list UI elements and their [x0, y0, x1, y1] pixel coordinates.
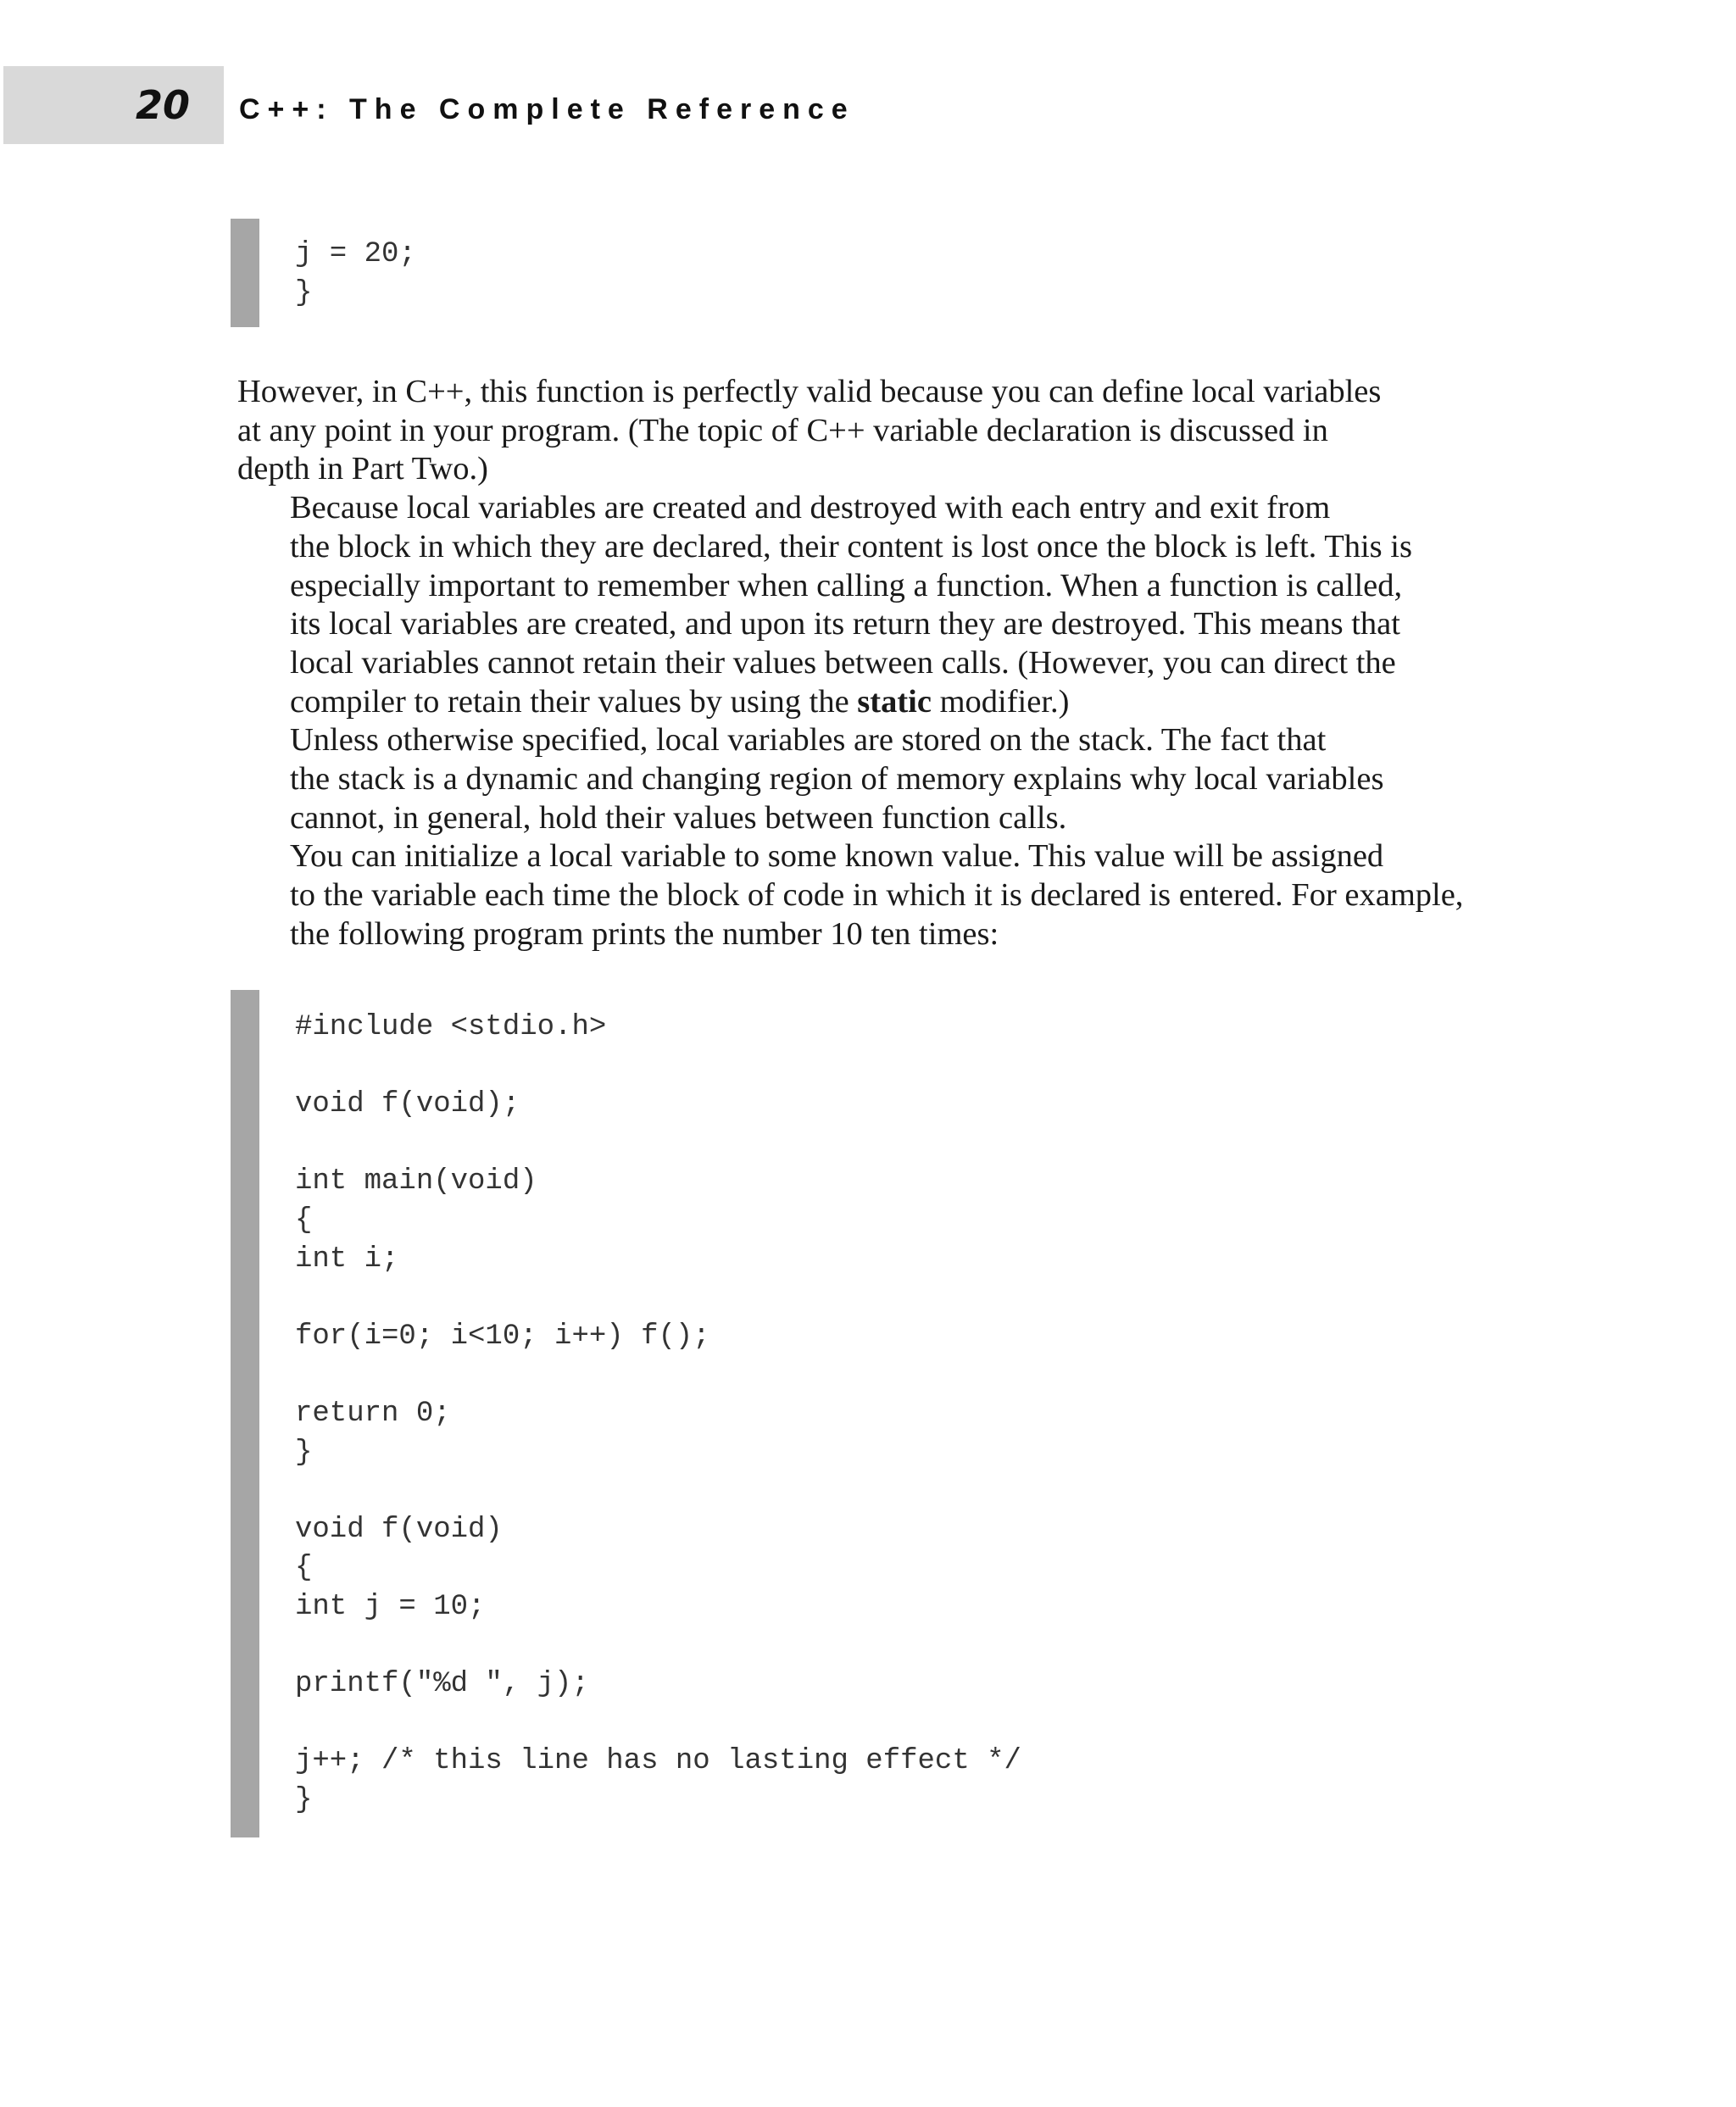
code-line [295, 1356, 1021, 1395]
code-line [295, 1279, 1021, 1318]
text-line: the block in which they are declared, their content is lost once the block is left. This is [290, 528, 1412, 564]
text-line: Unless otherwise specified, local variables are stored on the stack. The fact that [290, 722, 1327, 759]
header-tab [3, 66, 224, 144]
code-line: int j = 10; [295, 1590, 486, 1623]
body-text [237, 373, 1492, 954]
text-line: especially important to remember when calling a function. When a function is called, [290, 567, 1403, 603]
code-line: { [295, 1552, 313, 1585]
code-line: void f(void) [295, 1513, 503, 1546]
code-line: } [295, 1783, 313, 1816]
text-line: You can initialize a local variable to some known value. This value will be assigned [290, 838, 1384, 875]
code-line: { [295, 1204, 313, 1237]
paragraph-3 [237, 721, 1492, 837]
code-line: printf("%d ", j); [295, 1668, 589, 1701]
code-line: j = 20; [295, 238, 416, 270]
text-fragment: modifier.) [931, 683, 1070, 720]
text-line: to the variable each time the block of code in which it is declared is entered. For example, [290, 877, 1464, 914]
code-line: } [295, 1436, 313, 1469]
paragraph-1 [237, 373, 1492, 489]
paragraph-4 [237, 837, 1492, 953]
code-line: j++; /* this line has no lasting effect */ [295, 1745, 1021, 1778]
code-line: #include <stdio.h> [295, 1011, 607, 1043]
text-line: Because local variables are created and destroyed with each entry and exit from [290, 490, 1331, 526]
text-line: its local variables are created, and upon its return they are destroyed. This means that [290, 606, 1400, 642]
code-line [295, 1472, 1021, 1511]
paragraph-2 [237, 489, 1492, 721]
text-line: the following program prints the number 10 ten times: [290, 915, 999, 952]
text-line [237, 683, 1492, 722]
code-line [295, 1125, 1021, 1164]
code-listing-main [295, 1009, 1021, 1820]
text-line: at any point in your program. (The topic of C++ variable declaration is discussed in [237, 412, 1328, 448]
code-block-top [231, 219, 739, 327]
code-line: void f(void); [295, 1088, 520, 1121]
code-listing-top [295, 236, 416, 313]
code-line [295, 1048, 1021, 1087]
text-fragment: compiler to retain their values by using the [290, 683, 858, 720]
code-line [295, 1704, 1021, 1743]
text-line: depth in Part Two.) [237, 451, 489, 487]
code-line: return 0; [295, 1397, 451, 1430]
code-block-main [231, 990, 1248, 1837]
code-line [295, 1627, 1021, 1666]
text-line: the stack is a dynamic and changing region of memory explains why local variables [290, 761, 1384, 798]
text-line: cannot, in general, hold their values between function calls. [290, 799, 1067, 836]
page-number: 20 [136, 82, 191, 128]
text-line: local variables cannot retain their values between calls. (However, you can direct the [290, 644, 1396, 681]
static-keyword: static [857, 683, 932, 720]
text-line: However, in C++, this function is perfectly valid because you can define local variables [237, 374, 1382, 409]
code-line: int i; [295, 1243, 399, 1276]
running-title: C++: The Complete Reference [239, 93, 855, 125]
code-line: for(i=0; i<10; i++) f(); [295, 1320, 710, 1353]
code-line: } [295, 276, 313, 309]
code-line: int main(void) [295, 1165, 537, 1198]
